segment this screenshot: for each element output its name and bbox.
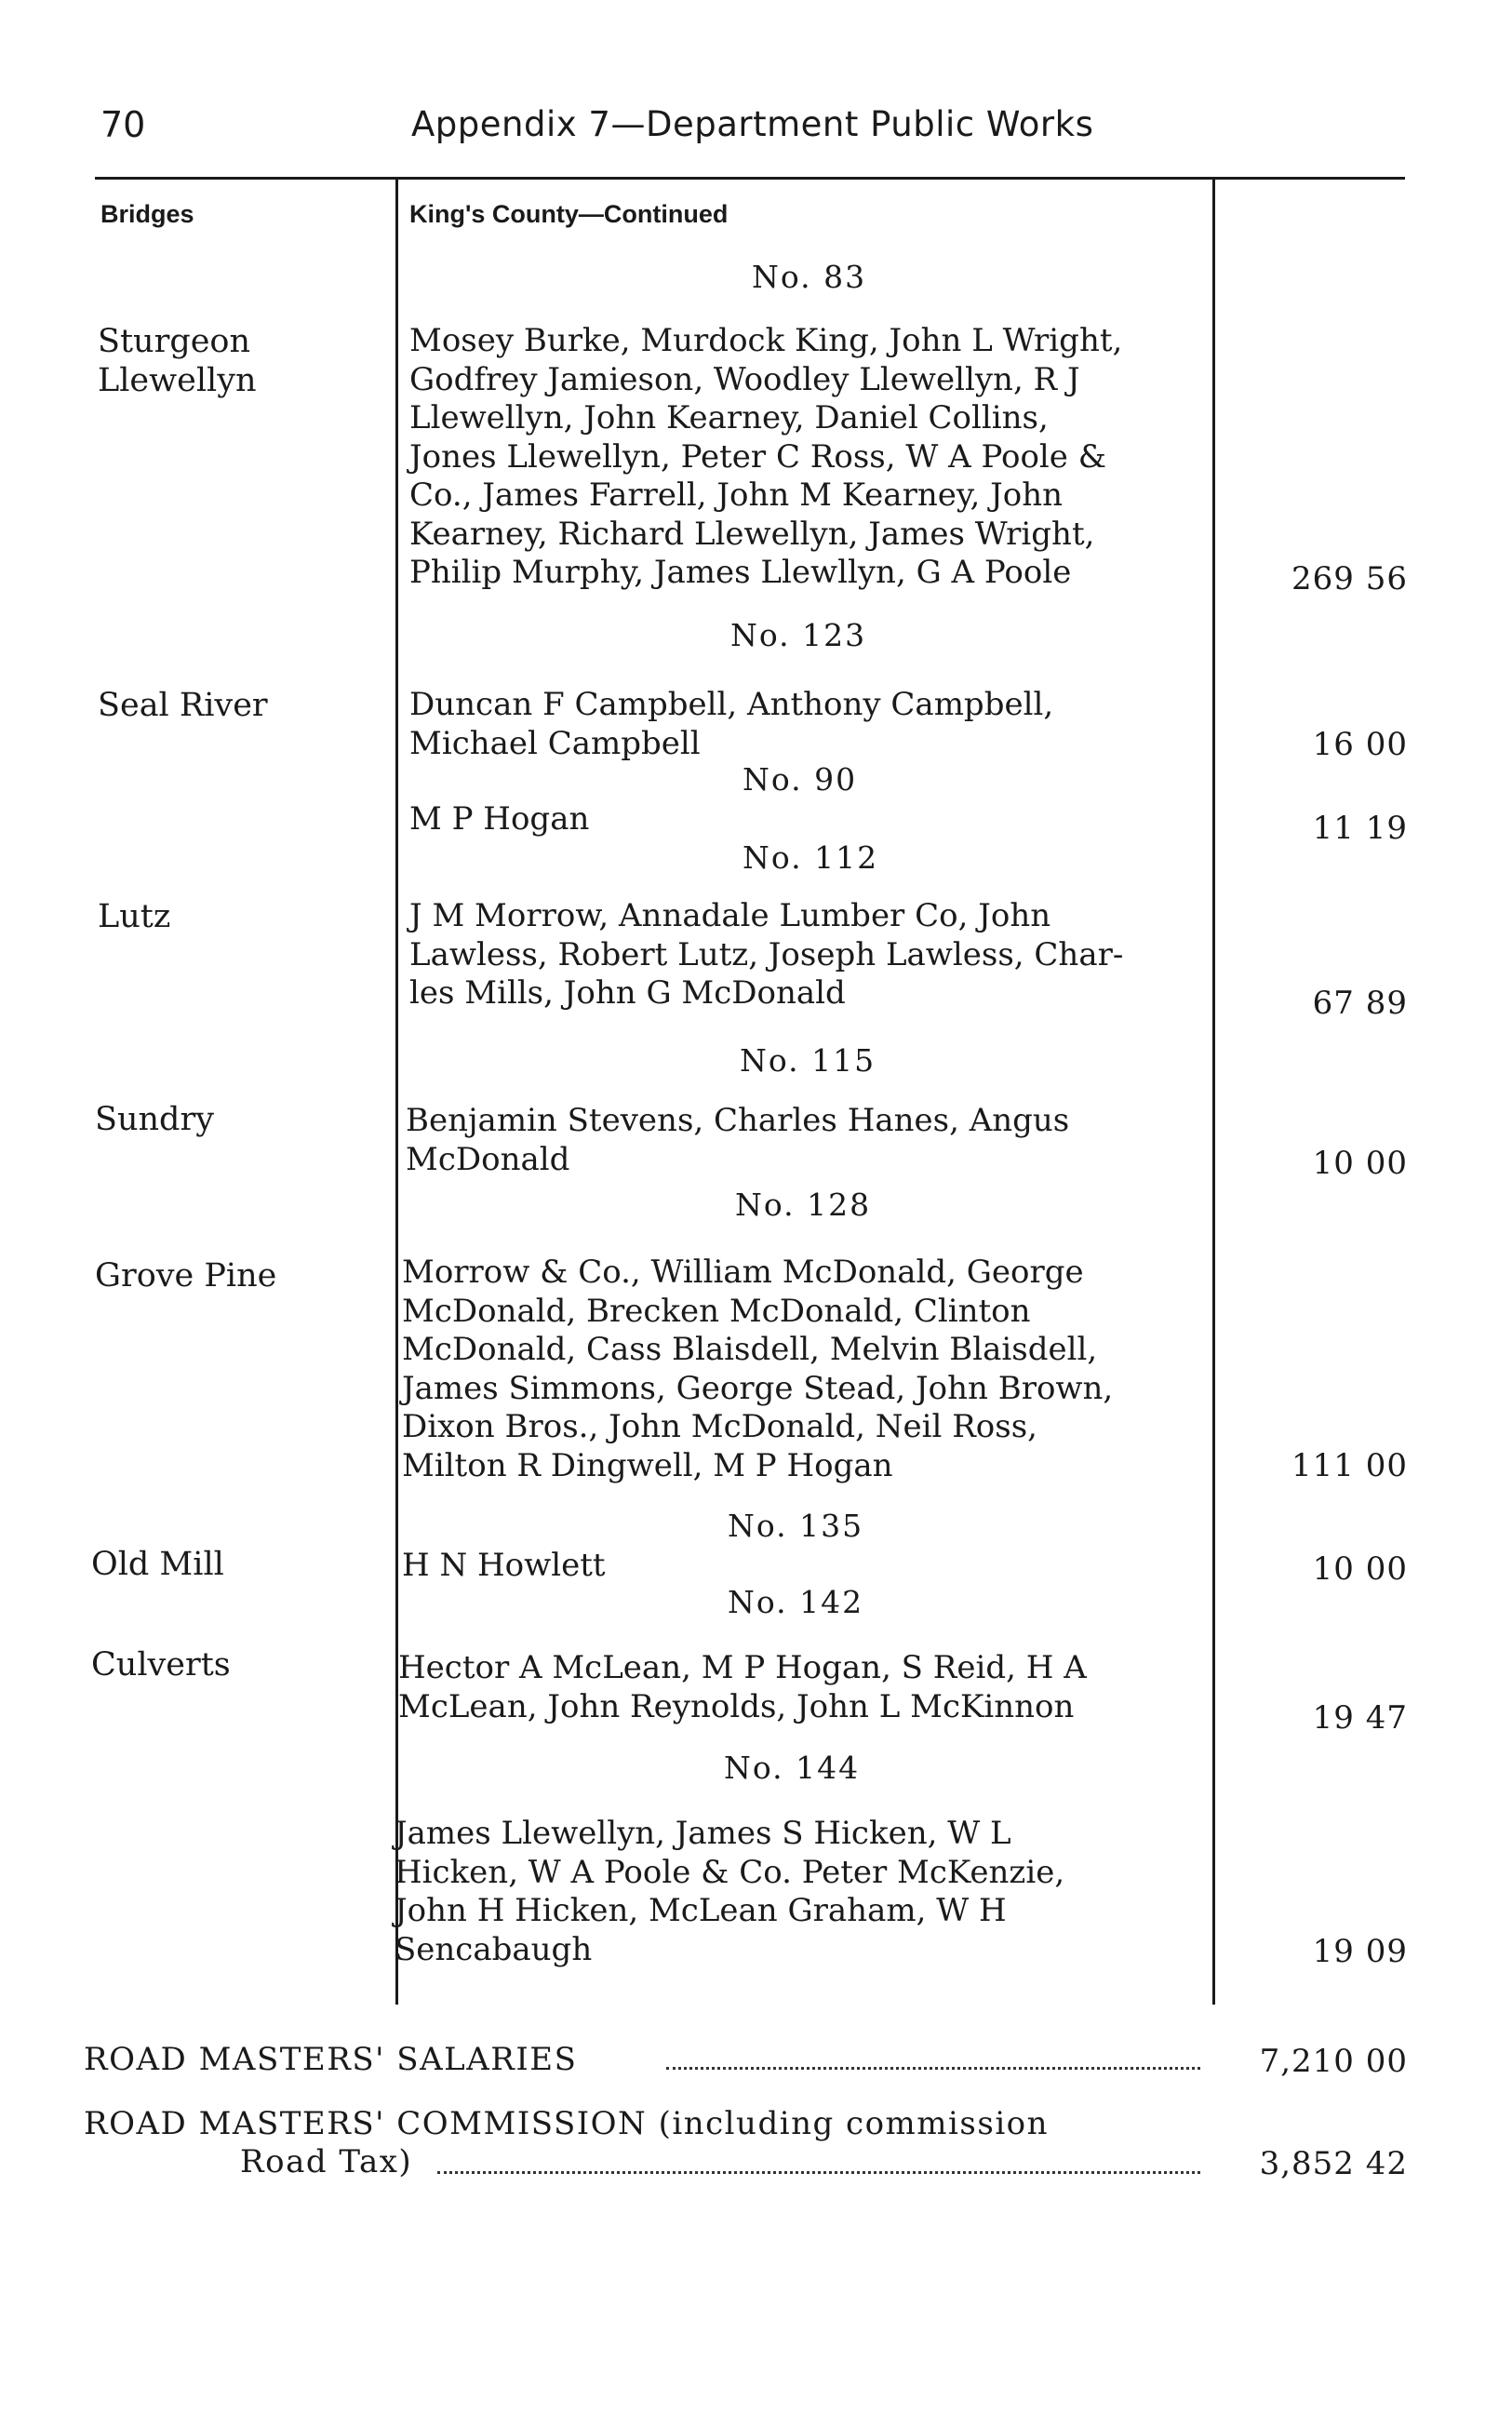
contractor-list: James Llewellyn, James S Hicken, W L Hicken, W A Poole & Co. Peter McKenzie, John H Hicken, McLean Graham, W H Sencabaugh: [395, 1815, 1065, 1968]
amount: 19 47: [1312, 1699, 1408, 1737]
contractor-list: M P Hogan: [409, 800, 590, 838]
column-divider-left: [395, 179, 398, 2005]
page-number: 70: [100, 104, 146, 145]
page-title: Appendix 7—Department Public Works: [411, 104, 1094, 144]
bridge-name: Sundry: [95, 1101, 214, 1138]
column-divider-right: [1212, 179, 1215, 2005]
contract-number: No. 144: [724, 1750, 861, 1786]
contractor-list: Mosey Burke, Murdock King, John L Wright, Godfrey Jamieson, Woodley Llewellyn, R J Llewellyn, John Kearney, Daniel Collins, Jones Llewellyn, Peter C Ross, W A Poole & Co., James Farrell, John M Kearney, John Kearney, Richard Llewellyn, James Wright, Philip Murphy, James Llewllyn, G A Poole: [409, 322, 1123, 591]
contractor-list: Morrow & Co., William McDonald, George McDonald, Brecken McDonald, Clinton McDonald, Cass Blaisdell, Melvin Blaisdell, James Simmons, George Stead, John Brown, Dixon Bros., John McDonald, Neil Ross, Milton R Dingwell, M P Hogan: [402, 1254, 1114, 1484]
bridge-name: Seal River: [98, 687, 268, 724]
summary-amount-salaries: 7,210 00: [1259, 2043, 1408, 2080]
contractor-list: H N Howlett: [402, 1547, 606, 1584]
bridge-name: Old Mill: [91, 1546, 224, 1583]
leader-dots: [437, 2171, 1200, 2174]
contractor-list: J M Morrow, Annadale Lumber Co, John Lawless, Robert Lutz, Joseph Lawless, Char- les Mills, John G McDonald: [409, 897, 1124, 1012]
amount: 269 56: [1291, 560, 1408, 597]
contract-number: No. 128: [735, 1187, 872, 1223]
column-header-county: King's County—Continued: [409, 200, 729, 228]
leader-dots: [666, 2067, 1200, 2070]
bridge-name: Grove Pine: [95, 1257, 277, 1294]
summary-label-salaries: ROAD MASTERS' SALARIES: [84, 2041, 578, 2078]
bridge-name: Lutz: [98, 898, 171, 935]
amount: 16 00: [1312, 726, 1408, 763]
summary-label-commission: ROAD MASTERS' COMMISSION (including commission: [84, 2105, 1050, 2142]
bridge-name: Culverts: [91, 1646, 231, 1684]
amount: 19 09: [1312, 1933, 1408, 1970]
contractor-list: Hector A McLean, M P Hogan, S Reid, H A McLean, John Reynolds, John L McKinnon: [398, 1649, 1087, 1725]
column-header-bridges: Bridges: [100, 200, 194, 228]
bridge-name: Sturgeon Llewellyn: [98, 323, 257, 399]
contract-number: No. 135: [728, 1508, 864, 1544]
amount: 67 89: [1312, 985, 1408, 1022]
contractor-list: Benjamin Stevens, Charles Hanes, Angus McDonald: [406, 1102, 1070, 1178]
contract-number: No. 112: [743, 839, 879, 876]
amount: 10 00: [1312, 1550, 1408, 1588]
contractor-list: Duncan F Campbell, Anthony Campbell, Michael Campbell: [409, 686, 1054, 762]
header-rule: [95, 177, 1405, 180]
amount: 10 00: [1312, 1145, 1408, 1182]
summary-label-commission-cont: Road Tax): [240, 2143, 413, 2180]
amount: 11 19: [1312, 810, 1408, 847]
contract-number: No. 90: [743, 761, 858, 798]
contract-number: No. 115: [740, 1042, 876, 1079]
summary-amount-commission: 3,852 42: [1259, 2145, 1408, 2182]
contract-number: No. 123: [730, 617, 867, 653]
contract-number: No. 83: [752, 259, 867, 295]
contract-number: No. 142: [728, 1584, 864, 1620]
amount: 111 00: [1291, 1447, 1408, 1484]
